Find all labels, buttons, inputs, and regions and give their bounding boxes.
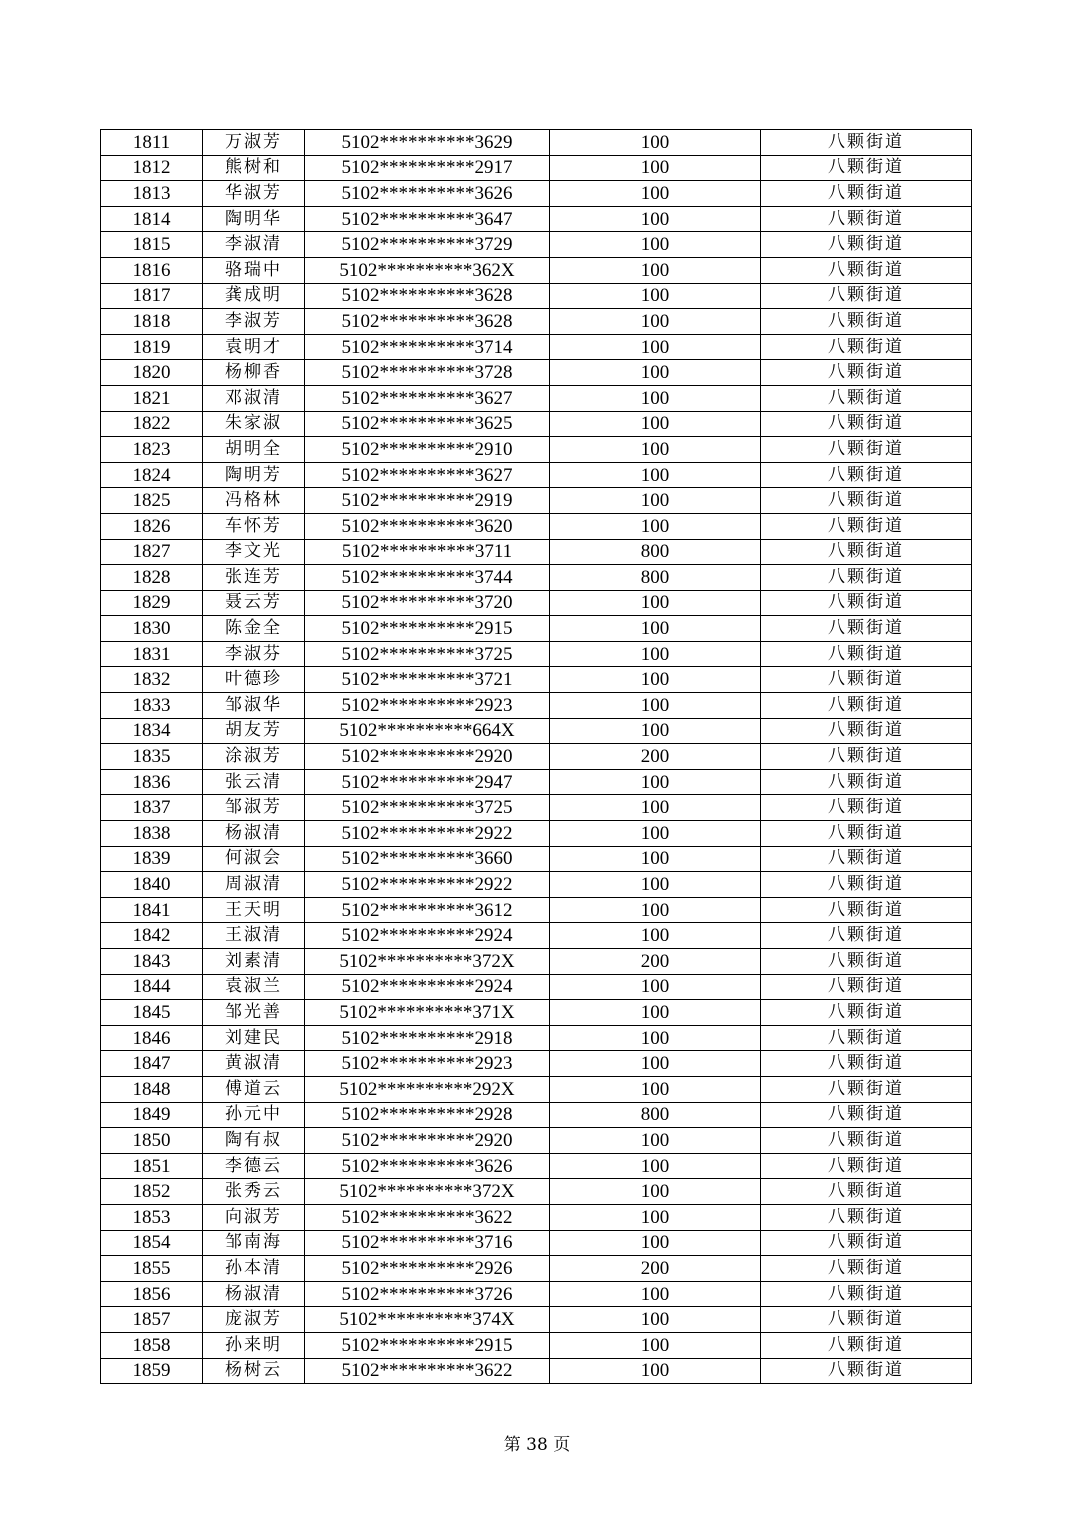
street-cell: 八颗街道	[761, 923, 972, 949]
amount-cell: 100	[550, 360, 761, 386]
street-cell: 八颗街道	[761, 360, 972, 386]
amount-cell: 100	[550, 181, 761, 207]
street-cell: 八颗街道	[761, 437, 972, 463]
row-number-cell: 1853	[101, 1204, 203, 1230]
id-number-cell: 5102**********2928	[305, 1102, 550, 1128]
name-cell: 胡明全	[203, 437, 305, 463]
street-cell: 八颗街道	[761, 1025, 972, 1051]
row-number-cell: 1855	[101, 1256, 203, 1282]
table-row	[101, 565, 972, 591]
street-cell: 八颗街道	[761, 1179, 972, 1205]
row-number-cell: 1822	[101, 411, 203, 437]
id-number-cell: 5102**********3622	[305, 1358, 550, 1384]
row-number-cell: 1818	[101, 309, 203, 335]
amount-cell: 100	[550, 130, 761, 156]
street-cell: 八颗街道	[761, 897, 972, 923]
amount-cell: 100	[550, 821, 761, 847]
name-cell: 孙元中	[203, 1102, 305, 1128]
amount-cell: 100	[550, 1230, 761, 1256]
name-cell: 陶有叔	[203, 1128, 305, 1154]
name-cell: 杨树云	[203, 1358, 305, 1384]
table-row	[101, 309, 972, 335]
table-row	[101, 232, 972, 258]
id-number-cell: 5102**********374X	[305, 1307, 550, 1333]
id-number-cell: 5102**********3628	[305, 309, 550, 335]
street-cell: 八颗街道	[761, 718, 972, 744]
amount-cell: 800	[550, 1102, 761, 1128]
id-number-cell: 5102**********2920	[305, 744, 550, 770]
name-cell: 邹淑华	[203, 693, 305, 719]
name-cell: 陈金全	[203, 616, 305, 642]
id-number-cell: 5102**********2917	[305, 155, 550, 181]
street-cell: 八颗街道	[761, 795, 972, 821]
id-number-cell: 5102**********2924	[305, 923, 550, 949]
row-number-cell: 1827	[101, 539, 203, 565]
amount-cell: 100	[550, 1204, 761, 1230]
street-cell: 八颗街道	[761, 1128, 972, 1154]
name-cell: 骆瑞中	[203, 257, 305, 283]
id-number-cell: 5102**********3625	[305, 411, 550, 437]
amount-cell: 100	[550, 641, 761, 667]
amount-cell: 100	[550, 411, 761, 437]
id-number-cell: 5102**********371X	[305, 1000, 550, 1026]
row-number-cell: 1858	[101, 1332, 203, 1358]
amount-cell: 100	[550, 1000, 761, 1026]
amount-cell: 100	[550, 590, 761, 616]
row-number-cell: 1836	[101, 769, 203, 795]
amount-cell: 100	[550, 718, 761, 744]
row-number-cell: 1843	[101, 949, 203, 975]
page-number: 第 38 页	[503, 1435, 571, 1455]
table-row	[101, 130, 972, 156]
id-number-cell: 5102**********2918	[305, 1025, 550, 1051]
id-number-cell: 5102**********3711	[305, 539, 550, 565]
name-cell: 李淑芬	[203, 641, 305, 667]
id-number-cell: 5102**********3720	[305, 590, 550, 616]
street-cell: 八颗街道	[761, 181, 972, 207]
name-cell: 王天明	[203, 897, 305, 923]
name-cell: 袁明才	[203, 334, 305, 360]
id-number-cell: 5102**********2926	[305, 1256, 550, 1282]
id-number-cell: 5102**********3647	[305, 206, 550, 232]
id-number-cell: 5102**********3612	[305, 897, 550, 923]
id-number-cell: 5102**********3660	[305, 846, 550, 872]
amount-cell: 100	[550, 283, 761, 309]
name-cell: 张云清	[203, 769, 305, 795]
table-row	[101, 1102, 972, 1128]
name-cell: 杨淑清	[203, 1281, 305, 1307]
table-row	[101, 821, 972, 847]
row-number-cell: 1837	[101, 795, 203, 821]
amount-cell: 800	[550, 539, 761, 565]
table-row	[101, 1307, 972, 1333]
table-row	[101, 846, 972, 872]
table-row	[101, 667, 972, 693]
street-cell: 八颗街道	[761, 309, 972, 335]
street-cell: 八颗街道	[761, 539, 972, 565]
name-cell: 张连芳	[203, 565, 305, 591]
street-cell: 八颗街道	[761, 744, 972, 770]
amount-cell: 100	[550, 309, 761, 335]
street-cell: 八颗街道	[761, 1076, 972, 1102]
row-number-cell: 1852	[101, 1179, 203, 1205]
row-number-cell: 1821	[101, 385, 203, 411]
street-cell: 八颗街道	[761, 232, 972, 258]
row-number-cell: 1812	[101, 155, 203, 181]
street-cell: 八颗街道	[761, 872, 972, 898]
name-cell: 胡友芳	[203, 718, 305, 744]
street-cell: 八颗街道	[761, 1102, 972, 1128]
data-table	[100, 129, 972, 1384]
amount-cell: 100	[550, 1076, 761, 1102]
table-row	[101, 488, 972, 514]
id-number-cell: 5102**********2947	[305, 769, 550, 795]
name-cell: 孙本清	[203, 1256, 305, 1282]
table-row	[101, 872, 972, 898]
id-number-cell: 5102**********3714	[305, 334, 550, 360]
table-row	[101, 769, 972, 795]
row-number-cell: 1848	[101, 1076, 203, 1102]
table-row	[101, 1000, 972, 1026]
amount-cell: 100	[550, 974, 761, 1000]
name-cell: 李德云	[203, 1153, 305, 1179]
street-cell: 八颗街道	[761, 130, 972, 156]
name-cell: 杨柳香	[203, 360, 305, 386]
row-number-cell: 1816	[101, 257, 203, 283]
row-number-cell: 1834	[101, 718, 203, 744]
table-row	[101, 437, 972, 463]
street-cell: 八颗街道	[761, 769, 972, 795]
id-number-cell: 5102**********2915	[305, 616, 550, 642]
table-row	[101, 949, 972, 975]
street-cell: 八颗街道	[761, 1281, 972, 1307]
street-cell: 八颗街道	[761, 1204, 972, 1230]
name-cell: 刘素清	[203, 949, 305, 975]
name-cell: 龚成明	[203, 283, 305, 309]
amount-cell: 100	[550, 1051, 761, 1077]
id-number-cell: 5102**********664X	[305, 718, 550, 744]
street-cell: 八颗街道	[761, 846, 972, 872]
table-row	[101, 974, 972, 1000]
name-cell: 聂云芳	[203, 590, 305, 616]
amount-cell: 100	[550, 693, 761, 719]
id-number-cell: 5102**********2923	[305, 693, 550, 719]
name-cell: 涂淑芳	[203, 744, 305, 770]
table-row	[101, 283, 972, 309]
id-number-cell: 5102**********3620	[305, 513, 550, 539]
street-cell: 八颗街道	[761, 1358, 972, 1384]
row-number-cell: 1835	[101, 744, 203, 770]
name-cell: 邹淑芳	[203, 795, 305, 821]
table-row	[101, 616, 972, 642]
table-body	[101, 130, 972, 1384]
amount-cell: 200	[550, 949, 761, 975]
table-row	[101, 1358, 972, 1384]
street-cell: 八颗街道	[761, 616, 972, 642]
name-cell: 傅道云	[203, 1076, 305, 1102]
table-row	[101, 385, 972, 411]
street-cell: 八颗街道	[761, 206, 972, 232]
amount-cell: 100	[550, 923, 761, 949]
street-cell: 八颗街道	[761, 641, 972, 667]
street-cell: 八颗街道	[761, 974, 972, 1000]
name-cell: 王淑清	[203, 923, 305, 949]
street-cell: 八颗街道	[761, 257, 972, 283]
street-cell: 八颗街道	[761, 565, 972, 591]
name-cell: 李淑芳	[203, 309, 305, 335]
id-number-cell: 5102**********362X	[305, 257, 550, 283]
street-cell: 八颗街道	[761, 283, 972, 309]
amount-cell: 100	[550, 385, 761, 411]
amount-cell: 100	[550, 437, 761, 463]
street-cell: 八颗街道	[761, 667, 972, 693]
amount-cell: 100	[550, 462, 761, 488]
street-cell: 八颗街道	[761, 1307, 972, 1333]
amount-cell: 100	[550, 1332, 761, 1358]
row-number-cell: 1830	[101, 616, 203, 642]
street-cell: 八颗街道	[761, 462, 972, 488]
table-row	[101, 1230, 972, 1256]
name-cell: 李淑清	[203, 232, 305, 258]
name-cell: 庞淑芳	[203, 1307, 305, 1333]
table-row	[101, 795, 972, 821]
table-row	[101, 1153, 972, 1179]
id-number-cell: 5102**********3629	[305, 130, 550, 156]
id-number-cell: 5102**********3627	[305, 385, 550, 411]
row-number-cell: 1829	[101, 590, 203, 616]
street-cell: 八颗街道	[761, 488, 972, 514]
name-cell: 李文光	[203, 539, 305, 565]
table-row	[101, 1256, 972, 1282]
table-row	[101, 1051, 972, 1077]
table-row	[101, 590, 972, 616]
table-row	[101, 1179, 972, 1205]
name-cell: 冯格林	[203, 488, 305, 514]
amount-cell: 100	[550, 667, 761, 693]
table-row	[101, 539, 972, 565]
id-number-cell: 5102**********3721	[305, 667, 550, 693]
street-cell: 八颗街道	[761, 949, 972, 975]
id-number-cell: 5102**********2922	[305, 821, 550, 847]
table-row	[101, 1204, 972, 1230]
amount-cell: 100	[550, 488, 761, 514]
street-cell: 八颗街道	[761, 1051, 972, 1077]
amount-cell: 100	[550, 513, 761, 539]
street-cell: 八颗街道	[761, 385, 972, 411]
row-number-cell: 1857	[101, 1307, 203, 1333]
id-number-cell: 5102**********3725	[305, 641, 550, 667]
name-cell: 熊树和	[203, 155, 305, 181]
name-cell: 刘建民	[203, 1025, 305, 1051]
id-number-cell: 5102**********2915	[305, 1332, 550, 1358]
id-number-cell: 5102**********3728	[305, 360, 550, 386]
street-cell: 八颗街道	[761, 693, 972, 719]
name-cell: 袁淑兰	[203, 974, 305, 1000]
id-number-cell: 5102**********3729	[305, 232, 550, 258]
name-cell: 孙来明	[203, 1332, 305, 1358]
id-number-cell: 5102**********2919	[305, 488, 550, 514]
id-number-cell: 5102**********2924	[305, 974, 550, 1000]
street-cell: 八颗街道	[761, 590, 972, 616]
name-cell: 邓淑清	[203, 385, 305, 411]
row-number-cell: 1846	[101, 1025, 203, 1051]
row-number-cell: 1851	[101, 1153, 203, 1179]
id-number-cell: 5102**********3627	[305, 462, 550, 488]
amount-cell: 100	[550, 334, 761, 360]
row-number-cell: 1815	[101, 232, 203, 258]
name-cell: 张秀云	[203, 1179, 305, 1205]
name-cell: 朱家淑	[203, 411, 305, 437]
name-cell: 黄淑清	[203, 1051, 305, 1077]
row-number-cell: 1825	[101, 488, 203, 514]
row-number-cell: 1859	[101, 1358, 203, 1384]
name-cell: 杨淑清	[203, 821, 305, 847]
street-cell: 八颗街道	[761, 1230, 972, 1256]
row-number-cell: 1823	[101, 437, 203, 463]
amount-cell: 100	[550, 1307, 761, 1333]
row-number-cell: 1856	[101, 1281, 203, 1307]
table-row	[101, 1281, 972, 1307]
street-cell: 八颗街道	[761, 513, 972, 539]
id-number-cell: 5102**********3725	[305, 795, 550, 821]
table-row	[101, 1128, 972, 1154]
row-number-cell: 1838	[101, 821, 203, 847]
table-row	[101, 257, 972, 283]
row-number-cell: 1824	[101, 462, 203, 488]
row-number-cell: 1826	[101, 513, 203, 539]
name-cell: 邹光善	[203, 1000, 305, 1026]
street-cell: 八颗街道	[761, 821, 972, 847]
id-number-cell: 5102**********372X	[305, 949, 550, 975]
row-number-cell: 1820	[101, 360, 203, 386]
amount-cell: 100	[550, 206, 761, 232]
row-number-cell: 1854	[101, 1230, 203, 1256]
table-row	[101, 641, 972, 667]
table-row	[101, 206, 972, 232]
row-number-cell: 1813	[101, 181, 203, 207]
table-row	[101, 334, 972, 360]
amount-cell: 100	[550, 897, 761, 923]
row-number-cell: 1817	[101, 283, 203, 309]
row-number-cell: 1819	[101, 334, 203, 360]
table-row	[101, 360, 972, 386]
name-cell: 万淑芳	[203, 130, 305, 156]
amount-cell: 100	[550, 616, 761, 642]
id-number-cell: 5102**********3628	[305, 283, 550, 309]
amount-cell: 100	[550, 1153, 761, 1179]
amount-cell: 200	[550, 744, 761, 770]
row-number-cell: 1842	[101, 923, 203, 949]
name-cell: 叶德珍	[203, 667, 305, 693]
amount-cell: 200	[550, 1256, 761, 1282]
amount-cell: 100	[550, 1179, 761, 1205]
amount-cell: 100	[550, 1025, 761, 1051]
row-number-cell: 1832	[101, 667, 203, 693]
id-number-cell: 5102**********372X	[305, 1179, 550, 1205]
row-number-cell: 1831	[101, 641, 203, 667]
table-row	[101, 181, 972, 207]
row-number-cell: 1844	[101, 974, 203, 1000]
street-cell: 八颗街道	[761, 1332, 972, 1358]
row-number-cell: 1814	[101, 206, 203, 232]
table-row	[101, 513, 972, 539]
name-cell: 何淑会	[203, 846, 305, 872]
id-number-cell: 5102**********292X	[305, 1076, 550, 1102]
row-number-cell: 1811	[101, 130, 203, 156]
id-number-cell: 5102**********3626	[305, 181, 550, 207]
table-row	[101, 923, 972, 949]
street-cell: 八颗街道	[761, 334, 972, 360]
name-cell: 邹南海	[203, 1230, 305, 1256]
amount-cell: 100	[550, 1128, 761, 1154]
row-number-cell: 1833	[101, 693, 203, 719]
name-cell: 华淑芳	[203, 181, 305, 207]
row-number-cell: 1847	[101, 1051, 203, 1077]
street-cell: 八颗街道	[761, 1000, 972, 1026]
row-number-cell: 1839	[101, 846, 203, 872]
name-cell: 向淑芳	[203, 1204, 305, 1230]
row-number-cell: 1841	[101, 897, 203, 923]
id-number-cell: 5102**********3622	[305, 1204, 550, 1230]
amount-cell: 800	[550, 565, 761, 591]
name-cell: 陶明芳	[203, 462, 305, 488]
row-number-cell: 1845	[101, 1000, 203, 1026]
name-cell: 车怀芳	[203, 513, 305, 539]
table-row	[101, 744, 972, 770]
street-cell: 八颗街道	[761, 411, 972, 437]
amount-cell: 100	[550, 846, 761, 872]
id-number-cell: 5102**********2922	[305, 872, 550, 898]
name-cell: 陶明华	[203, 206, 305, 232]
street-cell: 八颗街道	[761, 155, 972, 181]
table-row	[101, 1076, 972, 1102]
street-cell: 八颗街道	[761, 1153, 972, 1179]
row-number-cell: 1840	[101, 872, 203, 898]
id-number-cell: 5102**********3626	[305, 1153, 550, 1179]
table-row	[101, 155, 972, 181]
amount-cell: 100	[550, 155, 761, 181]
amount-cell: 100	[550, 872, 761, 898]
id-number-cell: 5102**********2910	[305, 437, 550, 463]
street-cell: 八颗街道	[761, 1256, 972, 1282]
row-number-cell: 1850	[101, 1128, 203, 1154]
amount-cell: 100	[550, 232, 761, 258]
id-number-cell: 5102**********3744	[305, 565, 550, 591]
row-number-cell: 1849	[101, 1102, 203, 1128]
amount-cell: 100	[550, 795, 761, 821]
amount-cell: 100	[550, 769, 761, 795]
amount-cell: 100	[550, 257, 761, 283]
id-number-cell: 5102**********3726	[305, 1281, 550, 1307]
id-number-cell: 5102**********2920	[305, 1128, 550, 1154]
table-row	[101, 1332, 972, 1358]
table-row	[101, 693, 972, 719]
id-number-cell: 5102**********2923	[305, 1051, 550, 1077]
table-row	[101, 411, 972, 437]
amount-cell: 100	[550, 1358, 761, 1384]
row-number-cell: 1828	[101, 565, 203, 591]
table-row	[101, 897, 972, 923]
id-number-cell: 5102**********3716	[305, 1230, 550, 1256]
amount-cell: 100	[550, 1281, 761, 1307]
table-row	[101, 462, 972, 488]
table-row	[101, 1025, 972, 1051]
name-cell: 周淑清	[203, 872, 305, 898]
table-row	[101, 718, 972, 744]
